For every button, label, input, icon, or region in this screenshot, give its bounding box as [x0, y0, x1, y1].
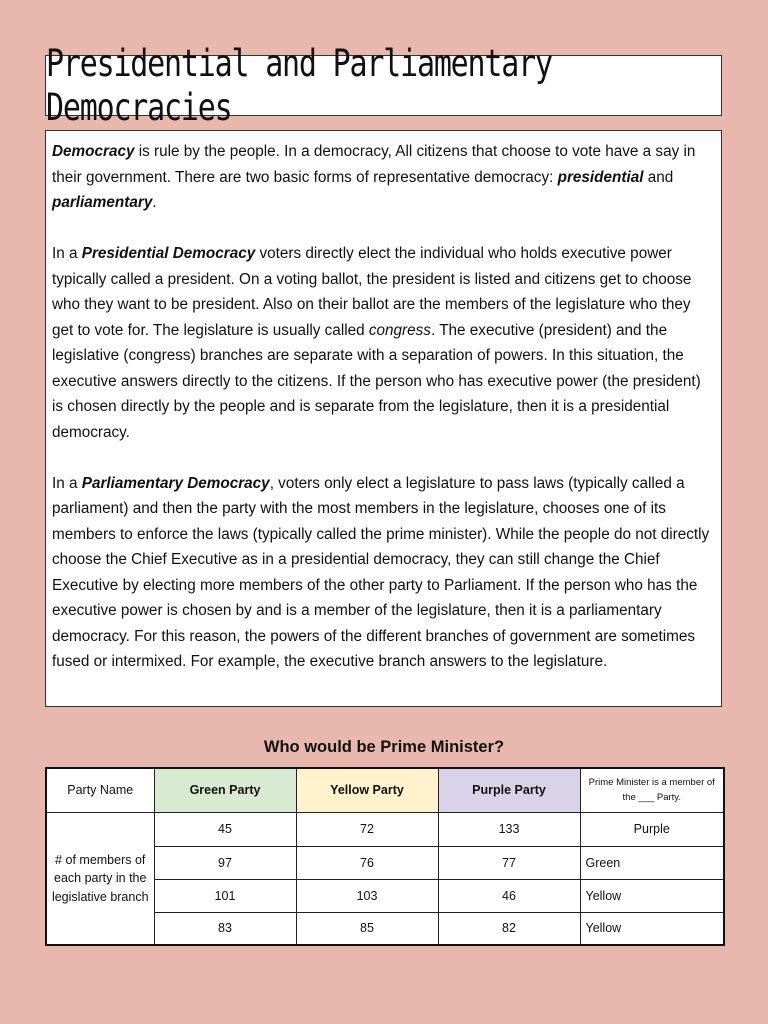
- purple-party-header: Purple Party: [438, 768, 580, 812]
- parliamentary-prefix: In a: [52, 474, 82, 492]
- yellow-value: 76: [296, 846, 438, 879]
- table-title: Who would be Prime Minister?: [263, 738, 505, 756]
- pm-answer: Yellow: [580, 879, 724, 912]
- parliamentary-paragraph: [52, 471, 715, 675]
- party-name-label: Party Name: [46, 768, 154, 812]
- presidential-democracy-term: Presidential Democracy: [81, 245, 256, 262]
- congress-term: congress: [368, 321, 431, 339]
- purple-value: 77: [438, 846, 580, 879]
- text-box: [45, 130, 722, 707]
- purple-value: 82: [438, 912, 580, 945]
- table-header-row: [46, 768, 724, 812]
- presidential-prefix: In a: [52, 245, 82, 262]
- green-party-header: Green Party: [154, 768, 296, 812]
- intro-text: is rule by the people. In a democracy, All citizens that choose to vote have a say in their government. There are two basic forms of representative democracy:: [52, 143, 696, 186]
- presidential-term: presidential: [557, 168, 644, 186]
- page-title: Presidential and Parliamentary Democracies: [46, 41, 552, 130]
- purple-value: 46: [438, 879, 580, 912]
- yellow-value: 72: [296, 812, 438, 846]
- green-value: 83: [154, 912, 296, 945]
- purple-value: 133: [438, 812, 580, 846]
- pm-answer: Purple: [580, 812, 724, 846]
- intro-end: .: [152, 194, 157, 211]
- presidential-text-1: voters directly elect the individual who holds executive power typically called a president. On a voting ballot, the president is listed and citizens get to choose who they want to be president. Also on their ballot are the members of the legislature who they get to vote for. The legislature is usually called: [52, 245, 692, 339]
- parliamentary-text: , voters only elect a legislature to pass laws (typically called a parliament) and then the party with the most members in the legislature, chooses one of its members to enforce the laws (typically called the prime minister). While the people do not directly choose the Chief Executive as in a presidential democracy, they can still change the Chief Executive by electing more members of the other party to Parliament. If the person who has the executive power is chosen by and is a member of the legislature, then it is a parliamentary democracy. For this reason, the powers of the different branches of government are sometimes fused or intermixed. For example, the executive branch answers to the legislature.: [52, 474, 710, 670]
- yellow-party-header: Yellow Party: [296, 768, 438, 812]
- presidential-paragraph: [52, 241, 715, 445]
- green-value: 45: [154, 812, 296, 846]
- members-label: # of members of each party in the legislative branch: [46, 812, 154, 945]
- green-value: 101: [154, 879, 296, 912]
- yellow-value: 85: [296, 912, 438, 945]
- table-row: [46, 812, 724, 846]
- prime-minister-table: [45, 767, 725, 946]
- pm-answer: Yellow: [580, 912, 724, 945]
- intro-paragraph: [52, 139, 715, 216]
- title-box: [45, 41, 722, 130]
- presidential-text-2: . The executive (president) and the legislative (congress) branches are separate with a separation of powers. In this situation, the executive answers directly to the citizens. If the person who has executive power (the president) is chosen directly by the people and is separate from the legislature, then it is a presidential democracy.: [52, 321, 701, 441]
- yellow-value: 103: [296, 879, 438, 912]
- parliamentary-democracy-term: Parliamentary Democracy: [81, 474, 270, 492]
- pm-answer: Green: [580, 846, 724, 879]
- and-text: and: [643, 168, 674, 186]
- green-value: 97: [154, 846, 296, 879]
- democracy-term: Democracy: [52, 143, 135, 160]
- prime-minister-header: Prime Minister is a member of the ___ Party.: [580, 768, 724, 812]
- parliamentary-term: parliamentary: [52, 194, 153, 211]
